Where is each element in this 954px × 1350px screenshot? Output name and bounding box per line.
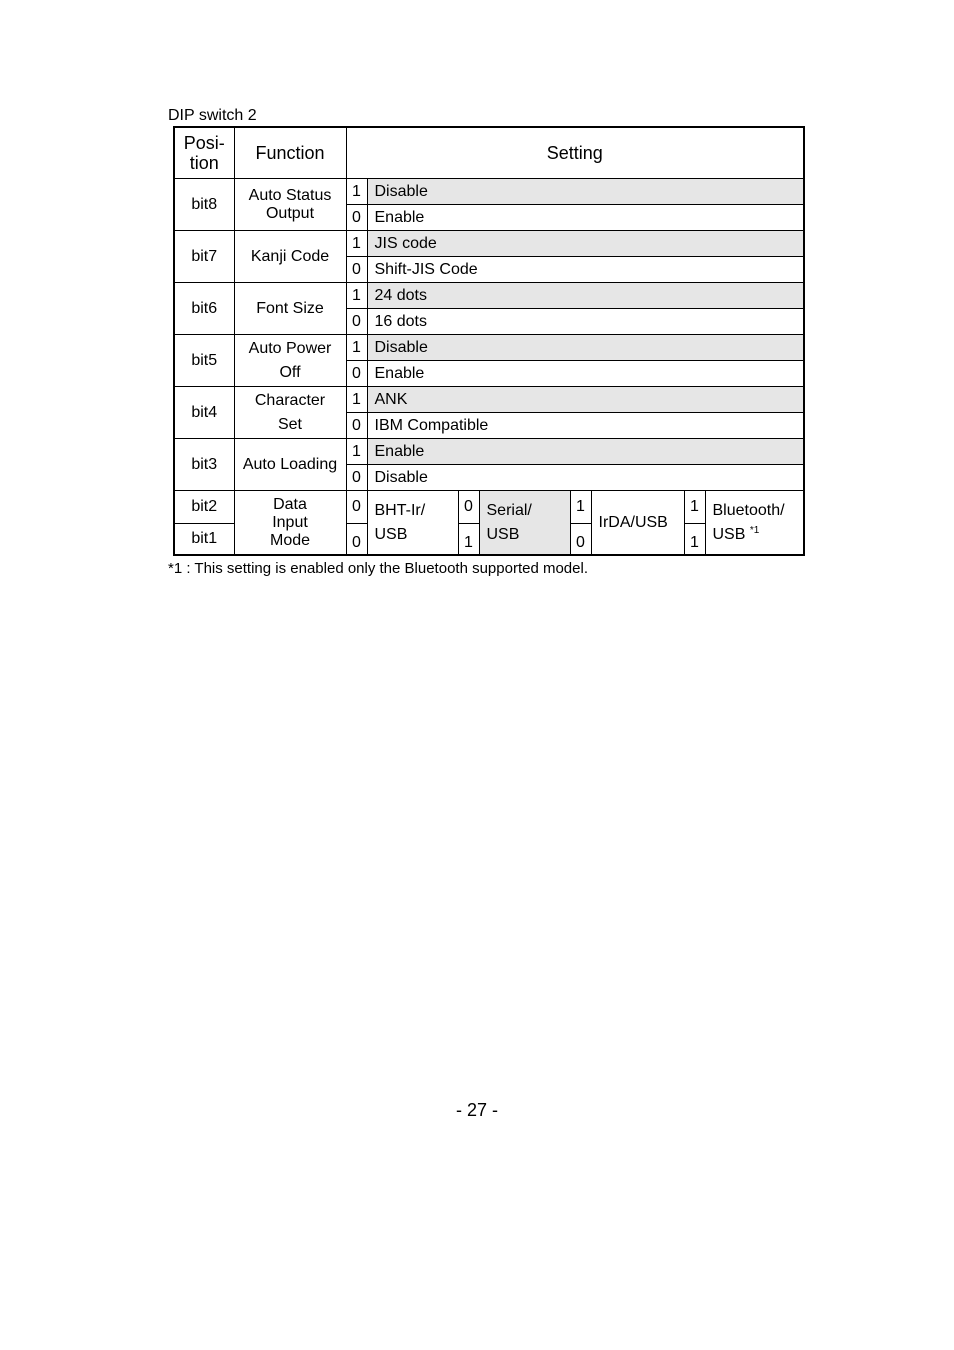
setting-option: Enable	[367, 361, 804, 387]
mode-bit-value: 0	[570, 524, 591, 556]
header-position: Posi- tion	[174, 127, 234, 179]
bit-value: 1	[346, 231, 367, 257]
footnote-ref: *1	[749, 524, 760, 536]
dip-switch-table	[173, 126, 805, 556]
position-cell: bit1	[174, 524, 234, 556]
setting-option: Disable	[367, 465, 804, 491]
position-cell: bit4	[174, 387, 234, 439]
bit-value: 1	[346, 335, 367, 361]
function-cell: Auto Status Output	[234, 179, 346, 231]
table-caption: DIP switch 2	[168, 107, 257, 124]
header-setting: Setting	[346, 127, 804, 179]
bit-value: 1	[346, 387, 367, 413]
mode-option: IrDA/USB	[591, 491, 684, 556]
setting-option: Shift-JIS Code	[367, 257, 804, 283]
setting-option: Disable	[367, 335, 804, 361]
bit-value: 0	[346, 205, 367, 231]
bit-value: 0	[346, 309, 367, 335]
table-row	[174, 387, 804, 413]
position-cell: bit8	[174, 179, 234, 231]
table-row	[174, 179, 804, 205]
mode-bit-value: 1	[684, 491, 705, 524]
setting-option: Disable	[367, 179, 804, 205]
function-cell: Data Input Mode	[234, 491, 346, 556]
bit-value: 1	[346, 439, 367, 465]
bit-value: 0	[346, 257, 367, 283]
function-cell: Auto Loading	[234, 439, 346, 491]
mode-bit-value: 0	[346, 524, 367, 556]
position-cell: bit3	[174, 439, 234, 491]
footnote: *1 : This setting is enabled only the Bluetooth supported model.	[168, 560, 588, 577]
setting-option: JIS code	[367, 231, 804, 257]
header-row	[174, 127, 804, 179]
table-row	[174, 231, 804, 257]
setting-option: Enable	[367, 205, 804, 231]
table-row	[174, 335, 804, 361]
bit-value: 1	[346, 283, 367, 309]
function-cell: Font Size	[234, 283, 346, 335]
mode-option: BHT-Ir/ USB	[367, 491, 458, 556]
mode-bit-value: 1	[458, 524, 479, 556]
header-function: Function	[234, 127, 346, 179]
setting-option: ANK	[367, 387, 804, 413]
position-cell: bit7	[174, 231, 234, 283]
mode-bit-value: 0	[458, 491, 479, 524]
setting-option: 24 dots	[367, 283, 804, 309]
table-row-bit2	[174, 491, 804, 524]
table-row	[174, 439, 804, 465]
mode-option: Bluetooth/ USB $^{*1}$	[705, 491, 804, 556]
mode-bit-value: 1	[684, 524, 705, 556]
bit-value: 0	[346, 413, 367, 439]
bit-value: 0	[346, 465, 367, 491]
function-cell: Auto Power Off	[234, 335, 346, 387]
function-cell: Kanji Code	[234, 231, 346, 283]
setting-option: Enable	[367, 439, 804, 465]
mode-option: Serial/ USB	[479, 491, 570, 556]
position-cell: bit6	[174, 283, 234, 335]
page-number: - 27 -	[455, 1100, 498, 1120]
setting-option: 16 dots	[367, 309, 804, 335]
setting-option: IBM Compatible	[367, 413, 804, 439]
function-cell: Character Set	[234, 387, 346, 439]
position-cell: bit5	[174, 335, 234, 387]
table-row	[174, 283, 804, 309]
bit-value: 0	[346, 361, 367, 387]
mode-bit-value: 1	[570, 491, 591, 524]
bit-value: 1	[346, 179, 367, 205]
position-cell: bit2	[174, 491, 234, 524]
mode-bit-value: 0	[346, 491, 367, 524]
